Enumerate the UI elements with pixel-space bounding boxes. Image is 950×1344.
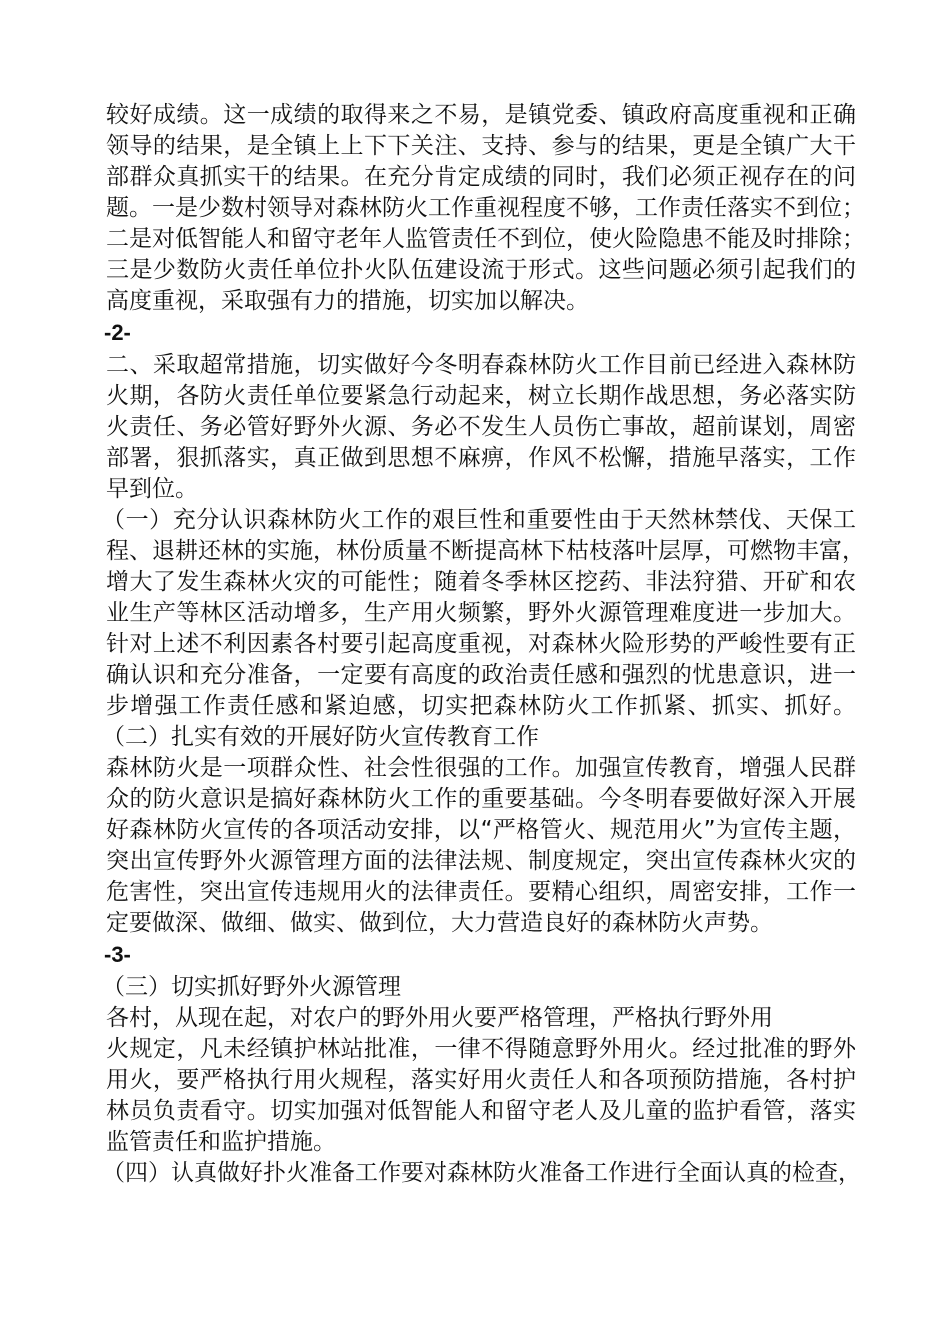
text-line: 针对上述不利因素各村要引起高度重视，对森林火险形势的严峻性要有正 (106, 631, 856, 657)
section-heading: （四）认真做好扑火准备工作要对森林防火准备工作进行全面认真的检查， (102, 1160, 861, 1186)
text-line: 好森林防火宣传的各项活动安排，以“严格管火、规范用火”为宣传主题， (106, 817, 856, 843)
text-line: 用火，要严格执行用火规程，落实好用火责任人和各项预防措施，各村护 (106, 1067, 856, 1093)
text-line: 林员负责看守。切实加强对低智能人和留守老人及儿童的监护看管，落实 (106, 1098, 856, 1124)
text-line: 高度重视，采取强有力的措施，切实加以解决。 (106, 288, 589, 314)
text-line: 二、采取超常措施，切实做好今冬明春森林防火工作目前已经进入森林防 (106, 352, 856, 378)
text-line: 危害性，突出宣传违规用火的法律责任。要精心组织，周密安排，工作一 (106, 879, 856, 905)
text-line: 突出宣传野外火源管理方面的法律法规、制度规定，突出宣传森林火灾的 (106, 848, 856, 874)
text-line: 较好成绩。这一成绩的取得来之不易，是镇党委、镇政府高度重视和正确 (106, 102, 856, 128)
text-line: 领导的结果，是全镇上上下下关注、支持、参与的结果，更是全镇广大干 (106, 133, 856, 159)
section-heading: （三）切实抓好野外火源管理 (102, 974, 401, 1000)
text-line: 增大了发生森林火灾的可能性；随着冬季林区挖药、非法狩猎、开矿和农 (106, 569, 856, 595)
text-line: 火责任、务必管好野外火源、务必不发生人员伤亡事故，超前谋划，周密 (106, 414, 856, 440)
text-line: 定要做深、做细、做实、做到位，大力营造良好的森林防火声势。 (106, 910, 773, 936)
text-line: 火规定，凡未经镇护林站批准，一律不得随意野外用火。经过批准的野外 (106, 1036, 856, 1062)
page-number-marker: -3- (104, 942, 131, 967)
text-line: 二是对低智能人和留守老年人监管责任不到位，使火险隐患不能及时排除； (106, 226, 865, 252)
text-line: 三是少数防火责任单位扑火队伍建设流于形式。这些问题必须引起我们的 (106, 257, 856, 283)
text-line: 业生产等林区活动增多，生产用火频繁，野外火源管理难度进一步加大。 (106, 600, 856, 626)
text-line: 众的防火意识是搞好森林防火工作的重要基础。今冬明春要做好深入开展 (106, 786, 856, 812)
page-number-marker: -2- (104, 320, 131, 345)
text-line: 森林防火是一项群众性、社会性很强的工作。加强宣传教育，增强人民群 (106, 755, 856, 781)
text-line: 确认识和充分准备，一定要有高度的政治责任感和强烈的忧患意识，进一 (106, 662, 856, 688)
document-page (102, 100, 865, 1189)
text-line: 题。一是少数村领导对森林防火工作重视程度不够，工作责任落实不到位； (106, 195, 865, 221)
text-line: 步增强工作责任感和紧迫感，切实把森林防火工作抓紧、抓实、抓好。 (106, 693, 856, 719)
text-line: 程、退耕还林的实施，林份质量不断提高林下枯枝落叶层厚，可燃物丰富， (106, 538, 865, 564)
text-line: 部署，狠抓落实，真正做到思想不麻痹，作风不松懈，措施早落实，工作 (106, 445, 856, 471)
text-line: 早到位。 (106, 476, 198, 502)
section-heading: （二）扎实有效的开展好防火宣传教育工作 (102, 724, 539, 750)
text-line: 火期，各防火责任单位要紧急行动起来，树立长期作战思想，务必落实防 (106, 383, 856, 409)
text-line: 部群众真抓实干的结果。在充分肯定成绩的同时，我们必须正视存在的问 (106, 164, 856, 190)
text-line: 各村，从现在起，对农户的野外用火要严格管理，严格执行野外用 (106, 1005, 773, 1031)
section-heading: （一）充分认识森林防火工作的艰巨性和重要性由于天然林禁伐、天保工 (102, 507, 856, 533)
text-line: 监管责任和监护措施。 (106, 1129, 336, 1155)
